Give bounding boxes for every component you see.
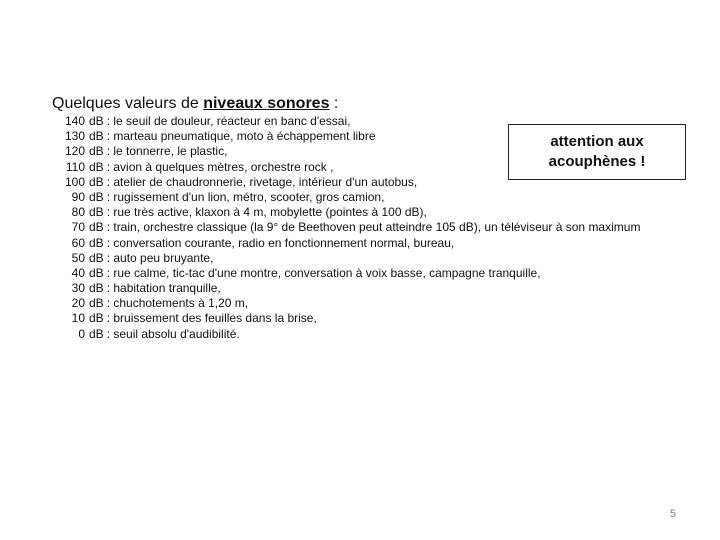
warning-line-1: attention aux <box>550 133 644 150</box>
db-value: 0 <box>78 326 85 341</box>
db-value: 120 <box>64 144 85 159</box>
db-unit: dB <box>89 205 104 220</box>
db-unit: dB <box>89 144 104 159</box>
db-value: 70 <box>71 220 85 235</box>
db-value: 50 <box>71 250 85 265</box>
sound-level-item <box>56 311 640 326</box>
level-description: : avion à quelques mètres, orchestre rock , <box>106 159 334 174</box>
sound-level-item <box>56 266 640 281</box>
level-description: : marteau pneumatique, moto à échappement libre <box>106 129 376 144</box>
db-value: 140 <box>64 114 85 128</box>
db-value: 80 <box>71 205 85 220</box>
level-description: : chuchotements à 1,20 m, <box>106 296 249 311</box>
sound-level-item <box>56 236 640 251</box>
db-value: 90 <box>71 189 85 204</box>
tinnitus-warning-box <box>508 124 686 180</box>
db-value: 130 <box>64 129 85 144</box>
level-description: : train, orchestre classique (la 9° de Beethoven peut atteindre 105 dB), un téléviseur à son maximum <box>106 220 641 235</box>
db-value: 40 <box>71 265 85 280</box>
db-unit: dB <box>89 311 104 326</box>
level-description: : habitation tranquille, <box>106 281 221 296</box>
sound-level-item <box>56 205 640 220</box>
warning-line-2: acouphènes ! <box>548 153 646 170</box>
sound-level-item <box>56 220 640 235</box>
sound-level-item <box>56 190 640 205</box>
level-description: : le tonnerre, le plastic, <box>106 144 228 159</box>
level-description: : conversation courante, radio en fonctionnement normal, bureau, <box>106 235 455 250</box>
db-unit: dB <box>89 326 104 341</box>
db-unit: dB <box>89 159 104 174</box>
level-description: : rugissement d'un lion, métro, scooter, gros camion, <box>106 189 385 204</box>
db-unit: dB <box>89 174 104 189</box>
db-unit: dB <box>89 189 104 204</box>
db-value: 60 <box>71 235 85 250</box>
db-unit: dB <box>89 250 104 265</box>
db-unit: dB <box>89 235 104 250</box>
sound-level-item <box>56 296 640 311</box>
level-description: : seuil absolu d'audibilité. <box>106 326 240 341</box>
title-suffix: : <box>329 95 339 112</box>
sound-level-item <box>56 251 640 266</box>
level-description: : le seuil de douleur, réacteur en banc d'essai, <box>106 114 351 128</box>
level-description: : bruissement des feuilles dans la brise, <box>106 311 317 326</box>
db-unit: dB <box>89 114 104 128</box>
db-unit: dB <box>89 129 104 144</box>
sound-level-item <box>56 327 640 342</box>
db-unit: dB <box>89 220 104 235</box>
level-description: : auto peu bruyante, <box>106 250 214 265</box>
level-description: : atelier de chaudronnerie, rivetage, intérieur d'un autobus, <box>106 174 418 189</box>
slide-title <box>52 94 338 114</box>
sound-level-item <box>56 281 640 296</box>
db-unit: dB <box>89 265 104 280</box>
db-value: 110 <box>65 159 85 174</box>
level-description: : rue très active, klaxon à 4 m, mobylette (pointes à 100 dB), <box>106 205 427 220</box>
db-value: 100 <box>64 174 85 189</box>
db-value: 10 <box>71 311 85 326</box>
level-description: : rue calme, tic-tac d'une montre, conversation à voix basse, campagne tranquille, <box>106 265 541 280</box>
title-emphasis: niveaux sonores <box>203 95 330 112</box>
title-prefix: Quelques valeurs de <box>52 95 204 112</box>
db-value: 20 <box>71 296 85 311</box>
page-number: 5 <box>669 508 676 520</box>
db-value: 30 <box>71 281 85 296</box>
db-unit: dB <box>89 296 104 311</box>
db-unit: dB <box>89 281 104 296</box>
